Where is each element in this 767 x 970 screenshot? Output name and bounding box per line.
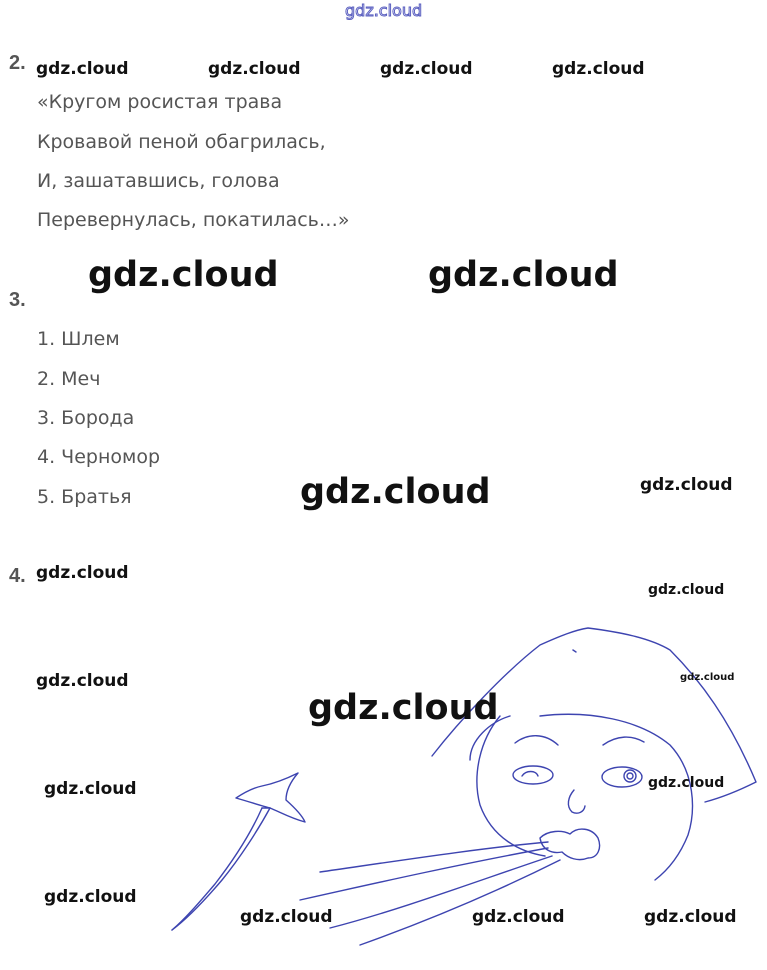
q2-line-3: И, зашатавшись, голова	[37, 170, 280, 192]
q3-item-5: 5. Братья	[37, 486, 132, 508]
q3-item-4: 4. Черномор	[37, 446, 161, 468]
watermark: gdz.cloud	[644, 907, 737, 927]
watermark: gdz.cloud	[240, 907, 333, 927]
watermark-large: gdz.cloud	[88, 255, 279, 295]
q3-item-2: 2. Меч	[37, 368, 101, 390]
watermark-top: gdz.cloud	[345, 1, 423, 20]
watermark-tiny: gdz.cloud	[680, 672, 735, 683]
watermark: gdz.cloud	[380, 59, 473, 79]
q2-line-1: «Кругом росистая трава	[37, 91, 283, 113]
watermark-large: gdz.cloud	[308, 688, 499, 728]
question-2-number: 2.	[9, 52, 26, 74]
watermark: gdz.cloud	[36, 671, 129, 691]
q2-line-4: Перевернулась, покатилась…»	[37, 209, 350, 231]
watermark: gdz.cloud	[552, 59, 645, 79]
watermark: gdz.cloud	[36, 59, 129, 79]
q3-item-3: 3. Борода	[37, 407, 135, 429]
watermark: gdz.cloud	[640, 475, 733, 495]
q3-item-1: 1. Шлем	[37, 328, 120, 350]
watermark: gdz.cloud	[472, 907, 565, 927]
watermark: gdz.cloud	[648, 582, 725, 598]
watermark-large: gdz.cloud	[300, 472, 491, 512]
watermark-large: gdz.cloud	[428, 255, 619, 295]
q2-line-2: Кровавой пеной обагрилась,	[37, 131, 326, 153]
watermark: gdz.cloud	[208, 59, 301, 79]
watermark: gdz.cloud	[36, 563, 129, 583]
watermark: gdz.cloud	[648, 775, 725, 791]
question-4-number: 4.	[9, 565, 26, 587]
watermark: gdz.cloud	[44, 887, 137, 907]
watermark: gdz.cloud	[44, 779, 137, 799]
question-3-number: 3.	[9, 289, 26, 311]
